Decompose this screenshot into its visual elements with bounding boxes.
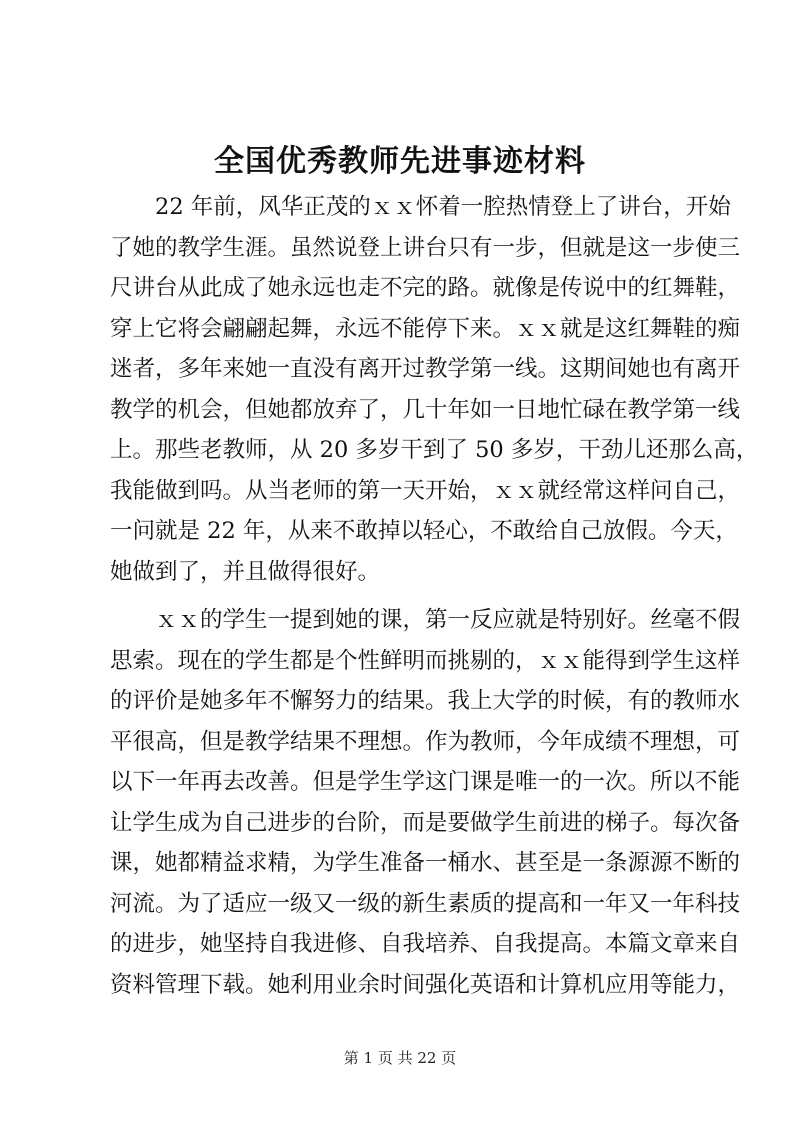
text-line: 她做到了，并且做得很好。 — [110, 558, 381, 585]
text-line: 以下一年再去改善。但是学生学这门课是唯一的一次。所以不能 — [110, 769, 741, 795]
text-line: ｘｘ的学生一提到她的课，第一反应就是特别好。丝毫不假 — [155, 607, 741, 633]
text-line: 上。那些老教师，从 20 多岁干到了 50 多岁，干劲儿还那么高， — [110, 437, 759, 463]
text-line: 河流。为了适应一级又一级的新生素质的提高和一年又一年科技 — [110, 890, 741, 917]
text-line: 一问就是 22 年，从来不敢掉以轻心，不敢给自己放假。今天， — [110, 518, 738, 544]
text-line: 尺讲台从此成了她永远也走不完的路。就像是传说中的红舞鞋， — [110, 275, 741, 301]
text-line: 的进步，她坚持自我进修、自我培养、自我提高。本篇文章来自 — [110, 931, 741, 957]
document-title: 全国优秀教师先进事迹材料 — [214, 144, 586, 179]
text-line: 我能做到吗。从当老师的第一天开始，ｘｘ就经常这样问自己， — [110, 477, 741, 504]
page-footer: 第 1 页 共 22 页 — [343, 1049, 457, 1067]
text-line: 的评价是她多年不懈努力的结果。我上大学的时候，有的教师水 — [110, 688, 741, 714]
document-body — [110, 187, 759, 1005]
text-line: 平很高，但是教学结果不理想。作为教师，今年成绩不理想，可 — [110, 728, 741, 755]
text-line: 课，她都精益求精，为学生准备一桶水、甚至是一条源源不断的 — [110, 850, 741, 876]
text-line: 穿上它将会翩翩起舞，永远不能停下来。ｘｘ就是这红舞鞋的痴 — [110, 315, 741, 342]
text-line: 思索。现在的学生都是个性鲜明而挑剔的，ｘｘ能得到学生这样 — [110, 647, 741, 674]
text-line: 资料管理下载。她利用业余时间强化英语和计算机应用等能力， — [110, 971, 741, 998]
paragraph-2 — [110, 600, 741, 1005]
paragraph-1 — [110, 187, 759, 592]
text-line: 了她的教学生涯。虽然说登上讲台只有一步，但就是这一步使三 — [110, 234, 741, 261]
paragraph-spacer — [110, 592, 716, 600]
text-line: 教学的机会，但她都放弃了，几十年如一日地忙碌在教学第一线 — [110, 396, 741, 423]
text-line: 22 年前，风华正茂的ｘｘ怀着一腔热情登上了讲台，开始 — [155, 194, 731, 220]
text-line: 迷者，多年来她一直没有离开过教学第一线。这期间她也有离开 — [110, 356, 741, 382]
text-line: 让学生成为自己进步的台阶，而是要做学生前进的梯子。每次备 — [110, 809, 741, 836]
